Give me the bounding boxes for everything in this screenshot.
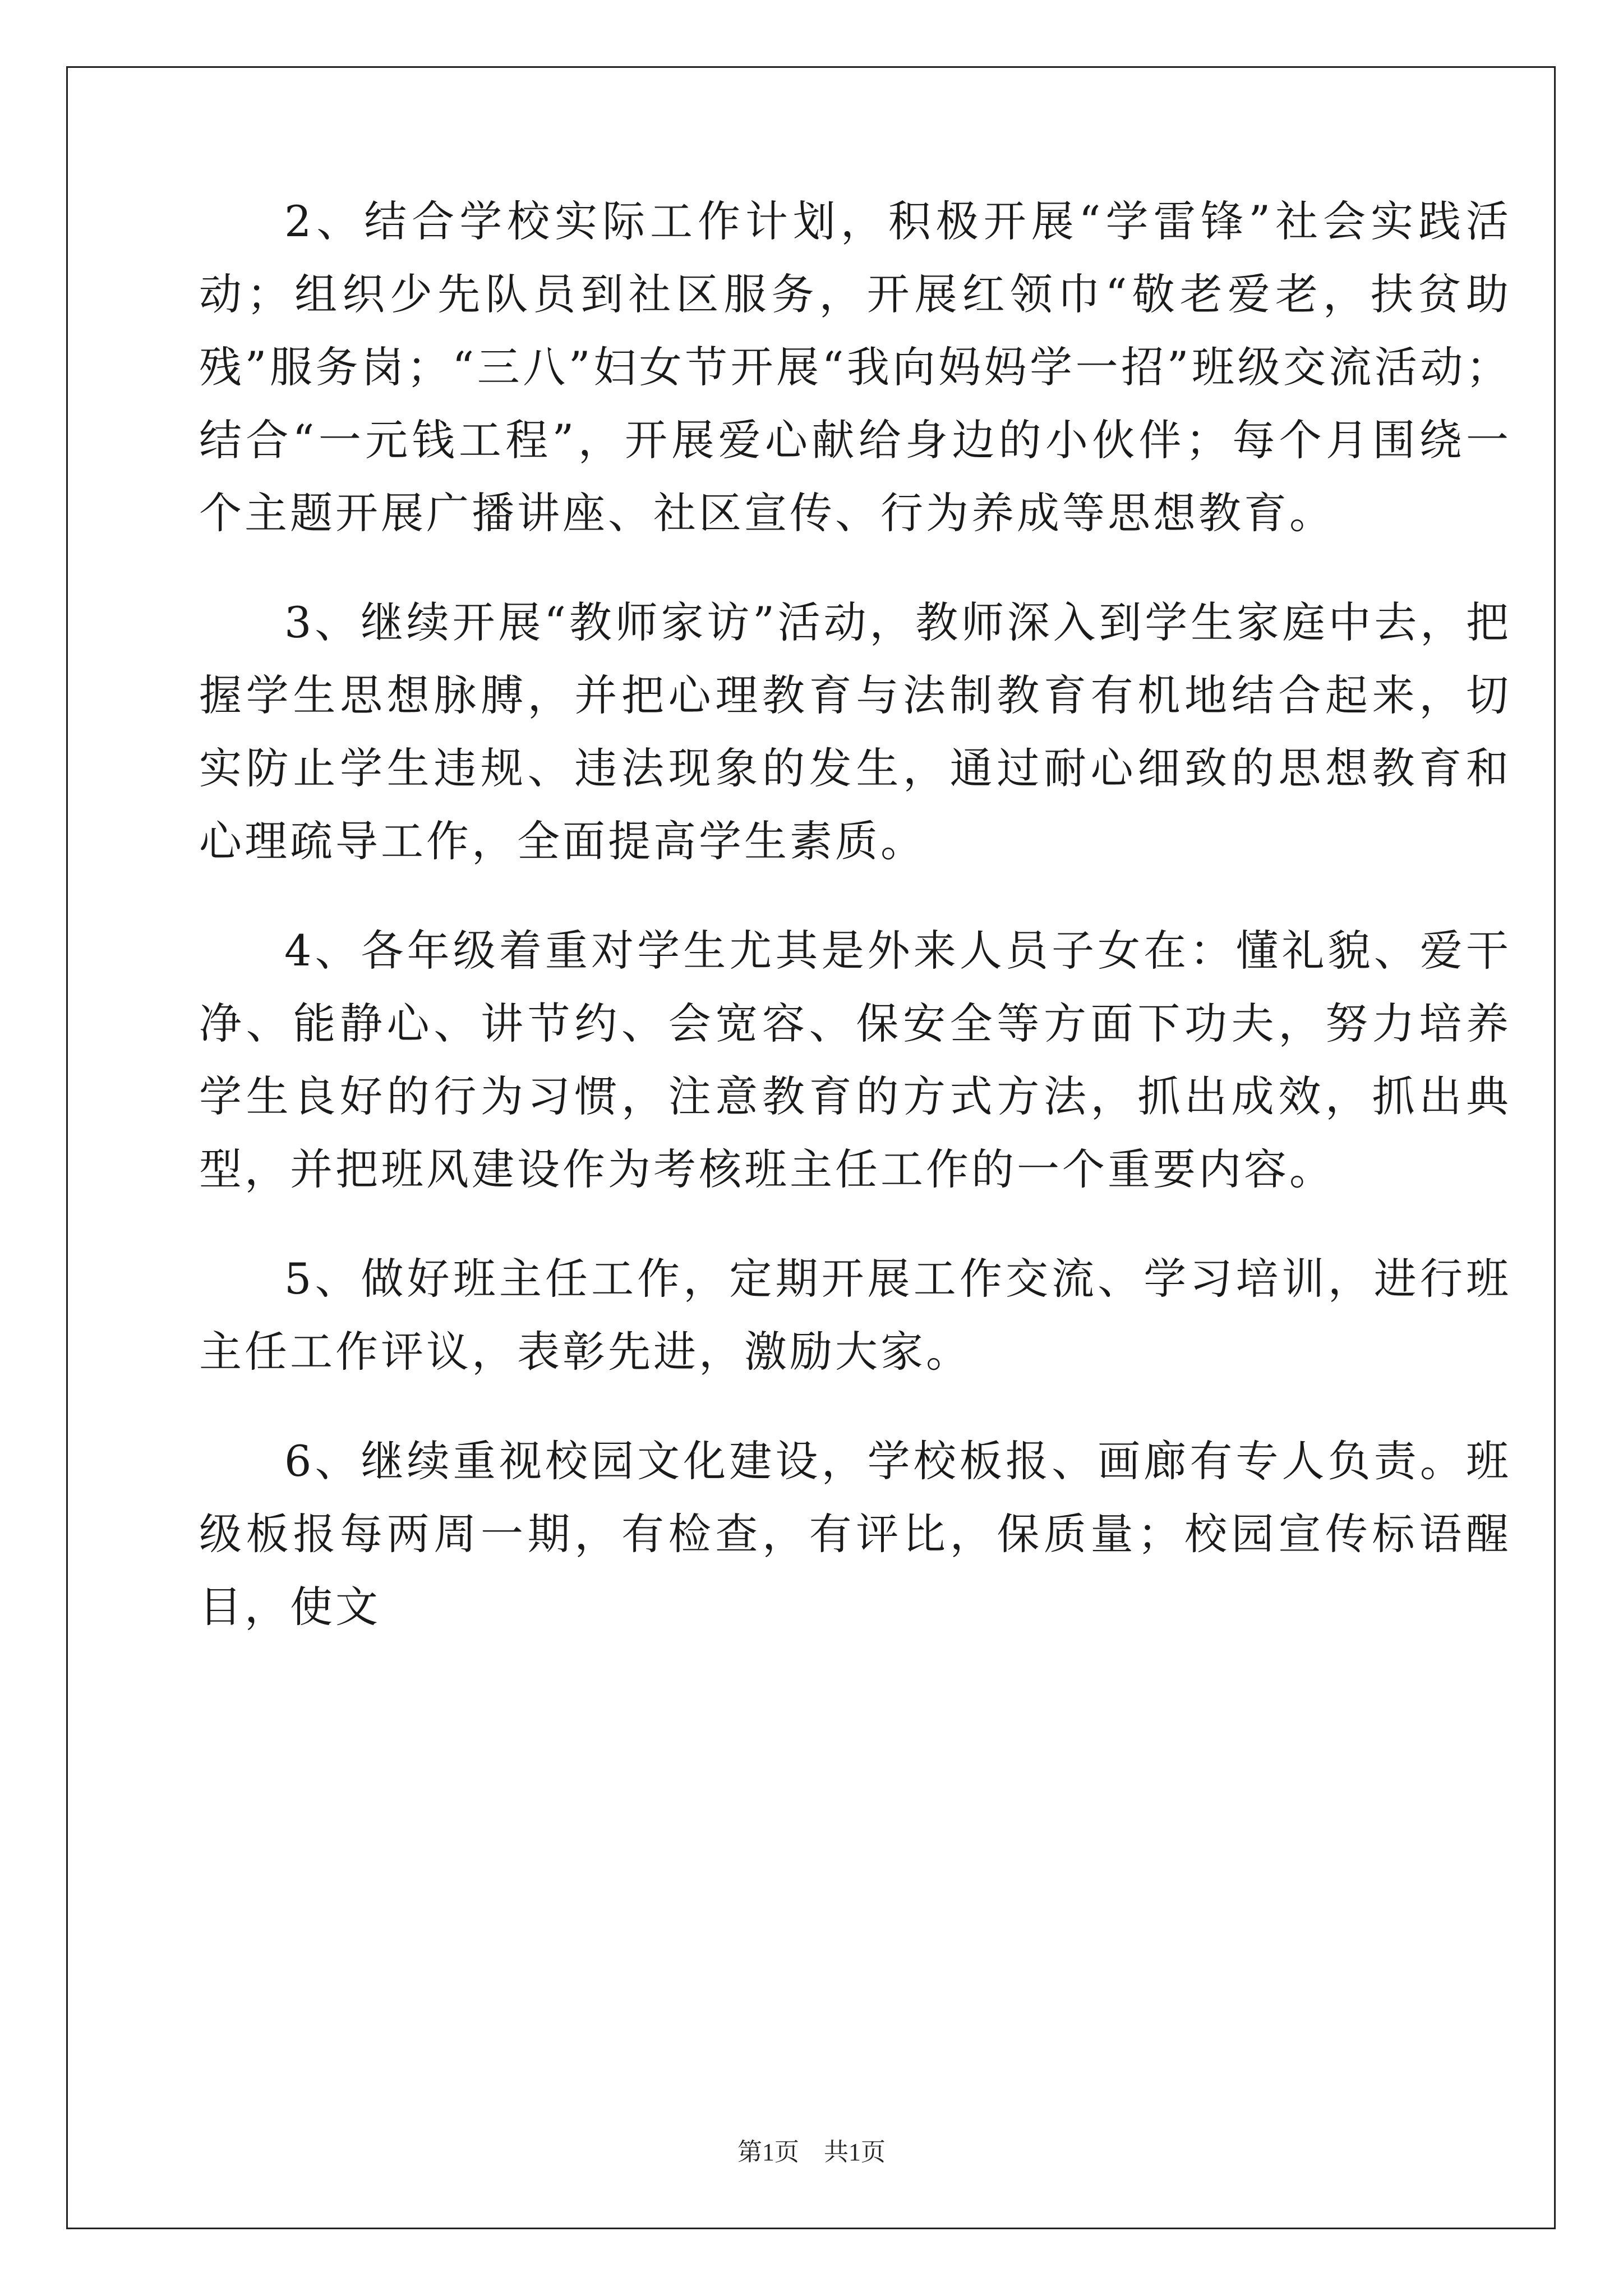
paragraph-item-2: 2、结合学校实际工作计划，积极开展“学雷锋”社会实践活动；组织少先队员到社区服务，开展红领巾“敬老爱老，扶贫助残”服务岗；“三八”妇女节开展“我向妈妈学一招”班级交流活动；结合“一元钱工程”，开展爱心献给身边的小伙伴；每个月围绕一个主题开展广播讲座、社区宣传、行为养成等思想教育。 <box>199 196 1511 538</box>
paragraph-item-5: 5、做好班主任工作，定期开展工作交流、学习培训，进行班主任工作评议，表彰先进，激励大家。 <box>199 1254 1511 1377</box>
page-number-footer: 第1页 共1页 <box>737 2138 886 2166</box>
paragraph-item-3: 3、继续开展“教师家访”活动，教师深入到学生家庭中去，把握学生思想脉膊，并把心理教育与法制教育有机地结合起来，切实防止学生违规、违法现象的发生，通过耐心细致的思想教育和心理疏导工作，全面提高学生素质。 <box>199 597 1511 866</box>
document-body <box>199 185 1511 1680</box>
paragraph-item-6: 6、继续重视校园文化建设，学校板报、画廊有专人负责。班级板报每两周一期，有检查，有评比，保质量；校园宣传标语醒目，使文 <box>199 1436 1511 1632</box>
paragraph-item-4: 4、各年级着重对学生尤其是外来人员子女在：懂礼貌、爱干净、能静心、讲节约、会宽容、保安全等方面下功夫，努力培养学生良好的行为习惯，注意教育的方式方法，抓出成效，抓出典型，并把班风建设作为考核班主任工作的一个重要内容。 <box>199 926 1511 1194</box>
